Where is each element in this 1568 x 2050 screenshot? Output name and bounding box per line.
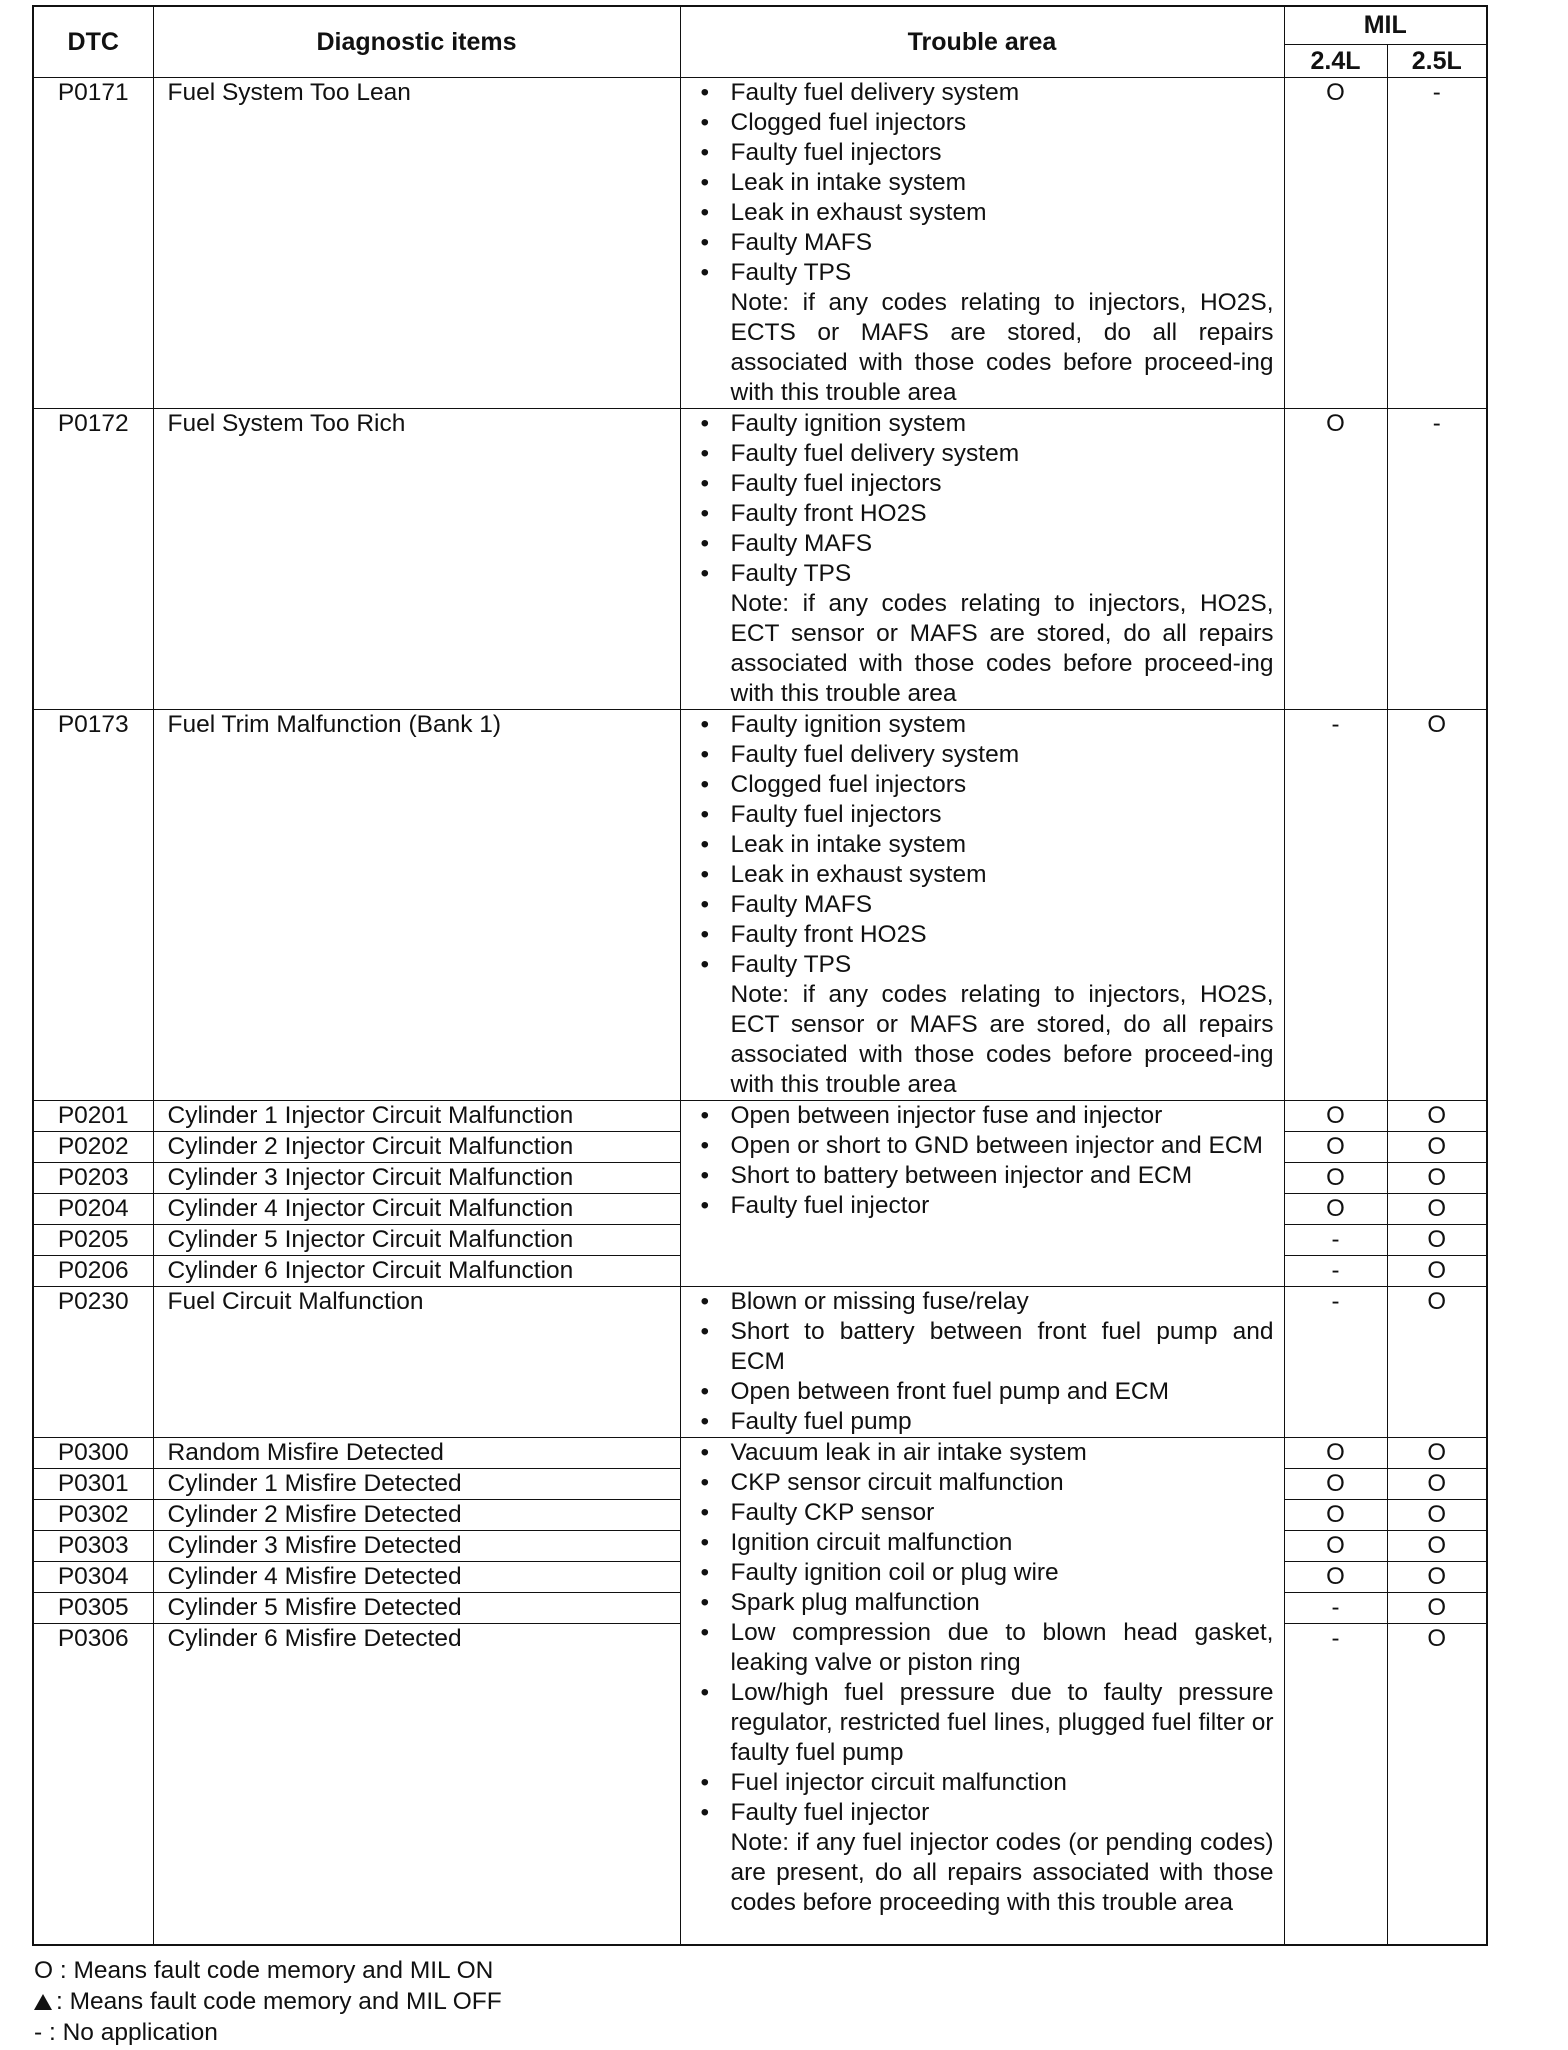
dtc-code: P0303 [33, 1530, 153, 1561]
dtc-code: P0301 [33, 1468, 153, 1499]
mil-24: - [1284, 1224, 1387, 1255]
mil-24: O [1284, 1100, 1387, 1131]
mil-24: - [1284, 1592, 1387, 1623]
mil-24: - [1284, 1286, 1387, 1437]
legend-no-application: - : No application [34, 2019, 218, 2046]
trouble-item: • Faulty CKP sensor [693, 1498, 1274, 1528]
trouble-item: • Faulty front HO2S [693, 920, 1274, 950]
trouble-item: • Faulty fuel delivery system [693, 78, 1274, 108]
legend-mil-off-text: : Means fault code memory and MIL OFF [56, 1988, 502, 2015]
diagnostic-item: Cylinder 5 Misfire Detected [153, 1592, 680, 1623]
trouble-item: • Faulty ignition system [693, 710, 1274, 740]
diagnostic-item: Cylinder 5 Injector Circuit Malfunction [153, 1224, 680, 1255]
diagnostic-item: Cylinder 6 Injector Circuit Malfunction [153, 1255, 680, 1286]
legend [34, 1955, 502, 2048]
trouble-item: • Ignition circuit malfunction [693, 1528, 1274, 1558]
dtc-table [32, 5, 1488, 1946]
trouble-item: • Vacuum leak in air intake system [693, 1438, 1274, 1468]
diagnostic-item: Fuel System Too Rich [153, 408, 680, 709]
trouble-item: • Faulty fuel injector [693, 1798, 1274, 1828]
trouble-item: • Leak in exhaust system [693, 860, 1274, 890]
mil-25: O [1387, 709, 1487, 1100]
mil-24: O [1284, 1499, 1387, 1530]
mil-24: O [1284, 408, 1387, 709]
trouble-list [693, 710, 1274, 980]
trouble-item: • Open between front fuel pump and ECM [693, 1377, 1274, 1407]
mil-25: - [1387, 77, 1487, 408]
dtc-code: P0173 [33, 709, 153, 1100]
header-mil: MIL [1284, 6, 1487, 44]
dtc-code: P0230 [33, 1286, 153, 1437]
dtc-code: P0204 [33, 1193, 153, 1224]
trouble-note: Note: if any fuel injector codes (or pending codes) are present, do all repairs associated with those codes before proceeding with this trouble area [730, 1828, 1274, 1916]
trouble-list [693, 1287, 1274, 1437]
trouble-item: • Leak in exhaust system [693, 198, 1274, 228]
dtc-code: P0172 [33, 408, 153, 709]
mil-25: O [1387, 1499, 1487, 1530]
mil-24: O [1284, 1561, 1387, 1592]
mil-24: - [1284, 709, 1387, 1100]
trouble-item: • Fuel injector circuit malfunction [693, 1768, 1274, 1798]
triangle-icon [34, 1994, 52, 2010]
trouble-item: • Faulty fuel injector [693, 1191, 1274, 1221]
mil-24: O [1284, 77, 1387, 408]
trouble-note: Note: if any codes relating to injectors, HO2S, ECT sensor or MAFS are stored, do all repairs associated with those codes before proceed-ing with this trouble area [730, 589, 1274, 707]
table-row [33, 1100, 1487, 1131]
mil-25: O [1387, 1100, 1487, 1131]
mil-24: O [1284, 1193, 1387, 1224]
trouble-item: • Faulty MAFS [693, 890, 1274, 920]
trouble-area [680, 77, 1284, 408]
trouble-item: • Spark plug malfunction [693, 1588, 1274, 1618]
mil-24: O [1284, 1162, 1387, 1193]
table-row [33, 77, 1487, 408]
table-row [33, 1437, 1487, 1468]
trouble-list [693, 409, 1274, 589]
trouble-item: • Faulty fuel injectors [693, 138, 1274, 168]
dtc-code: P0205 [33, 1224, 153, 1255]
legend-mil-on: O : Means fault code memory and MIL ON [34, 1957, 494, 1984]
diagnostic-item: Cylinder 3 Injector Circuit Malfunction [153, 1162, 680, 1193]
dtc-code: P0206 [33, 1255, 153, 1286]
trouble-item: • CKP sensor circuit malfunction [693, 1468, 1274, 1498]
mil-25: O [1387, 1255, 1487, 1286]
diagnostic-item: Cylinder 4 Misfire Detected [153, 1561, 680, 1592]
diagnostic-item: Cylinder 4 Injector Circuit Malfunction [153, 1193, 680, 1224]
dtc-code: P0300 [33, 1437, 153, 1468]
mil-25: O [1387, 1131, 1487, 1162]
header-dtc: DTC [33, 6, 153, 77]
trouble-item: • Short to battery between injector and ECM [693, 1161, 1274, 1191]
diagnostic-item: Fuel Circuit Malfunction [153, 1286, 680, 1437]
mil-25: O [1387, 1193, 1487, 1224]
trouble-note: Note: if any codes relating to injectors, HO2S, ECT sensor or MAFS are stored, do all repairs associated with those codes before proceed-ing with this trouble area [730, 980, 1274, 1098]
trouble-area [680, 1286, 1284, 1437]
trouble-item: • Faulty ignition coil or plug wire [693, 1558, 1274, 1588]
trouble-item: • Faulty fuel delivery system [693, 740, 1274, 770]
mil-25: O [1387, 1437, 1487, 1468]
mil-25: O [1387, 1468, 1487, 1499]
trouble-note: Note: if any codes relating to injectors, HO2S, ECTS or MAFS are stored, do all repairs associated with those codes before proceed-ing with this trouble area [730, 288, 1274, 406]
dtc-code: P0305 [33, 1592, 153, 1623]
diagnostic-item: Cylinder 6 Misfire Detected [153, 1623, 680, 1945]
trouble-item: • Faulty ignition system [693, 409, 1274, 439]
header-mil-25: 2.5L [1387, 44, 1487, 77]
trouble-item: • Low compression due to blown head gasket, leaking valve or piston ring [693, 1618, 1274, 1678]
trouble-item: • Open or short to GND between injector and ECM [693, 1131, 1274, 1161]
mil-24: O [1284, 1468, 1387, 1499]
trouble-item: • Clogged fuel injectors [693, 770, 1274, 800]
dtc-code: P0201 [33, 1100, 153, 1131]
diagnostic-item: Fuel Trim Malfunction (Bank 1) [153, 709, 680, 1100]
diagnostic-item: Cylinder 1 Misfire Detected [153, 1468, 680, 1499]
table-row [33, 709, 1487, 1100]
dtc-code: P0171 [33, 77, 153, 408]
mil-24: - [1284, 1255, 1387, 1286]
trouble-item: • Faulty fuel pump [693, 1407, 1274, 1437]
diagnostic-item: Cylinder 1 Injector Circuit Malfunction [153, 1100, 680, 1131]
trouble-item: • Open between injector fuse and injector [693, 1101, 1274, 1131]
header-trouble-area: Trouble area [680, 6, 1284, 77]
trouble-item: • Faulty fuel delivery system [693, 439, 1274, 469]
trouble-item: • Faulty MAFS [693, 529, 1274, 559]
trouble-item: • Leak in intake system [693, 830, 1274, 860]
mil-25: O [1387, 1286, 1487, 1437]
trouble-item: • Faulty TPS [693, 559, 1274, 589]
trouble-area [680, 1437, 1284, 1945]
dtc-code: P0304 [33, 1561, 153, 1592]
diagnostic-item: Cylinder 2 Injector Circuit Malfunction [153, 1131, 680, 1162]
table-row [33, 1286, 1487, 1437]
legend-mil-off [34, 1986, 502, 2017]
dtc-code: P0302 [33, 1499, 153, 1530]
header-diagnostic-items: Diagnostic items [153, 6, 680, 77]
mil-24: O [1284, 1131, 1387, 1162]
trouble-item: • Faulty TPS [693, 258, 1274, 288]
mil-25: O [1387, 1530, 1487, 1561]
mil-25: O [1387, 1224, 1487, 1255]
trouble-list [693, 1101, 1274, 1221]
trouble-area [680, 408, 1284, 709]
trouble-item: • Short to battery between front fuel pump and ECM [693, 1317, 1274, 1377]
header-mil-24: 2.4L [1284, 44, 1387, 77]
trouble-item: • Leak in intake system [693, 168, 1274, 198]
mil-24: - [1284, 1623, 1387, 1945]
diagnostic-item: Cylinder 3 Misfire Detected [153, 1530, 680, 1561]
dtc-code: P0203 [33, 1162, 153, 1193]
trouble-item: • Faulty front HO2S [693, 499, 1274, 529]
table-row [33, 408, 1487, 709]
mil-25: O [1387, 1561, 1487, 1592]
diagnostic-item: Cylinder 2 Misfire Detected [153, 1499, 680, 1530]
mil-24: O [1284, 1437, 1387, 1468]
trouble-item: • Faulty TPS [693, 950, 1274, 980]
trouble-item: • Faulty fuel injectors [693, 800, 1274, 830]
mil-25: - [1387, 408, 1487, 709]
trouble-item: • Low/high fuel pressure due to faulty pressure regulator, restricted fuel lines, plugged fuel filter or faulty fuel pump [693, 1678, 1274, 1768]
trouble-list [693, 1438, 1274, 1828]
mil-25: O [1387, 1162, 1487, 1193]
diagnostic-item: Fuel System Too Lean [153, 77, 680, 408]
mil-25: O [1387, 1592, 1487, 1623]
trouble-list [693, 78, 1274, 288]
trouble-item: • Faulty MAFS [693, 228, 1274, 258]
trouble-item: • Faulty fuel injectors [693, 469, 1274, 499]
trouble-area [680, 1100, 1284, 1286]
trouble-item: • Clogged fuel injectors [693, 108, 1274, 138]
mil-25: O [1387, 1623, 1487, 1945]
dtc-code: P0202 [33, 1131, 153, 1162]
trouble-area [680, 709, 1284, 1100]
diagnostic-item: Random Misfire Detected [153, 1437, 680, 1468]
trouble-item: • Blown or missing fuse/relay [693, 1287, 1274, 1317]
dtc-code: P0306 [33, 1623, 153, 1945]
mil-24: O [1284, 1530, 1387, 1561]
